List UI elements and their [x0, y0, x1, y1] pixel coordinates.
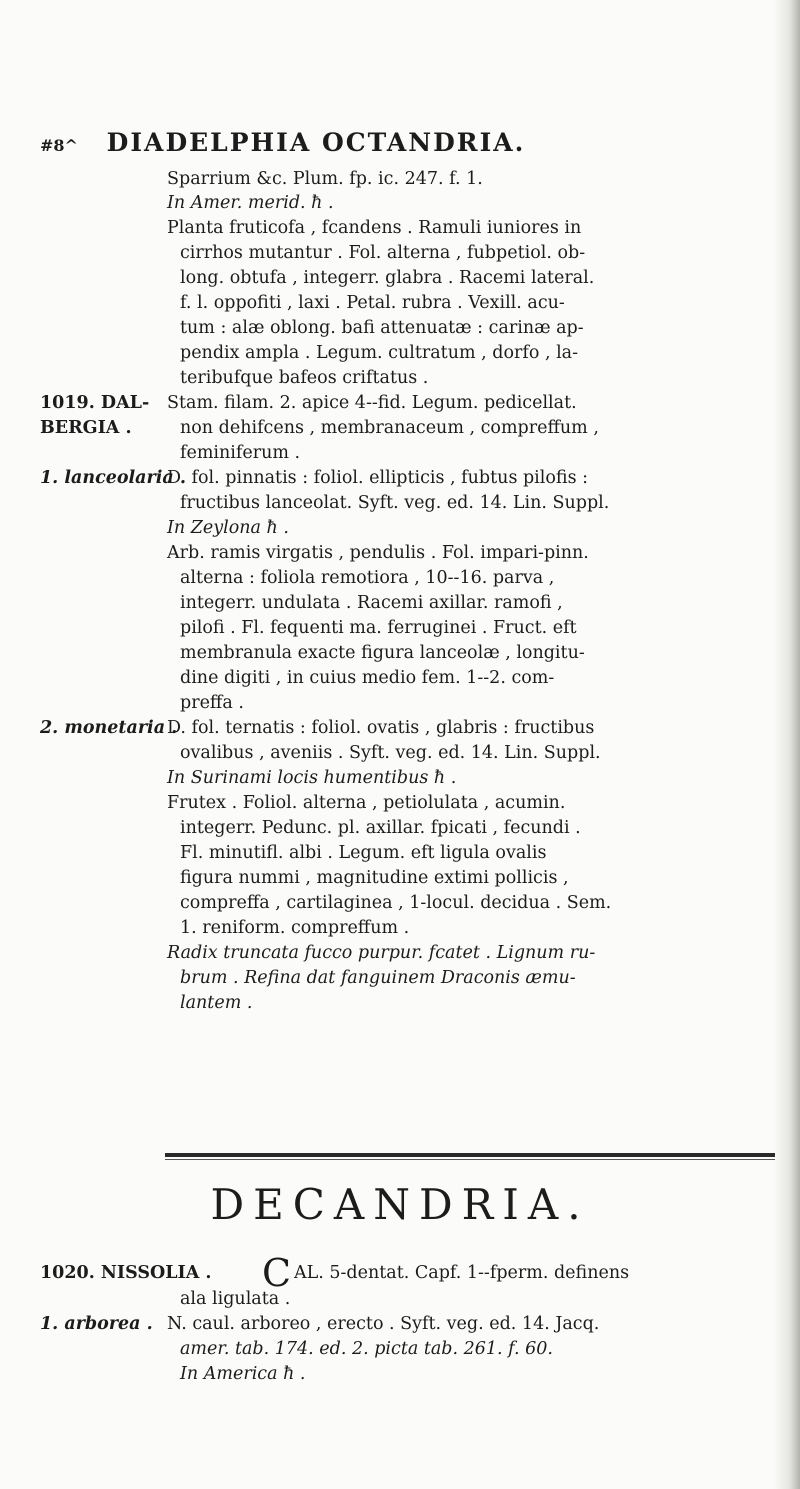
- section-divider-rule: [165, 1153, 775, 1157]
- text-line: ala ligulata .: [180, 1289, 291, 1309]
- text-line: D. fol. ternatis : foliol. ovatis , glabris : fructibus: [167, 718, 595, 738]
- text-line: f. l. oppofiti , laxi . Petal. rubra . Vexill. acu-: [180, 293, 565, 313]
- page-number: #8^: [40, 136, 78, 155]
- text-line: feminiferum .: [180, 443, 301, 463]
- text-line: brum . Refina dat fanguinem Draconis æmu-: [180, 968, 576, 988]
- text-line: In Surinami locis humentibus ħ .: [167, 768, 457, 788]
- text-line: preffa .: [180, 693, 244, 713]
- text-line: lantem .: [180, 993, 253, 1013]
- text-line: teribufque bafeos criftatus .: [180, 368, 429, 388]
- text-line: Planta fruticofa , fcandens . Ramuli iuniores in: [167, 218, 582, 238]
- text-line: Sparrium &c. Plum. fp. ic. 247. f. 1.: [167, 169, 483, 189]
- text-line: membranula exacte figura lanceolæ , longitu-: [180, 643, 585, 663]
- text-line: Fl. minutifl. albi . Legum. eft ligula ovalis: [180, 843, 547, 863]
- section-heading: DECANDRIA.: [210, 1180, 590, 1229]
- genus-number: 1019. DAL-: [40, 393, 150, 413]
- text-line: 1. reniform. compreffum .: [180, 918, 410, 938]
- running-title: DIADELPHIA OCTANDRIA.: [106, 128, 526, 157]
- text-line: long. obtufa , integerr. glabra . Racemi lateral.: [180, 268, 595, 288]
- text-line: In Zeylona ħ .: [167, 518, 289, 538]
- text-line: Frutex . Foliol. alterna , petiolulata , acumin.: [167, 793, 566, 813]
- species-label: 2. monetaria .: [40, 718, 178, 738]
- page-edge-shadow: [774, 0, 800, 1489]
- text-line: pilofi . Fl. fequenti ma. ferruginei . Fruct. eft: [180, 618, 577, 638]
- text-line: amer. tab. 174. ed. 2. picta tab. 261. f. 60.: [180, 1339, 553, 1359]
- text-line: compreffa , cartilaginea , 1-locul. decidua . Sem.: [180, 893, 612, 913]
- text-line: non dehifcens , membranaceum , compreffum ,: [180, 418, 599, 438]
- species-label: 1. lanceolaria .: [40, 468, 186, 488]
- drop-cap: C: [262, 1251, 292, 1295]
- section-divider-thin-rule: [165, 1159, 775, 1160]
- text-line: In Amer. merid. ħ .: [167, 193, 334, 213]
- text-line: ovalibus , aveniis . Syft. veg. ed. 14. Lin. Suppl.: [180, 743, 601, 763]
- text-line: dine digiti , in cuius medio fem. 1--2. com-: [180, 668, 555, 688]
- text-line: Radix truncata fucco purpur. fcatet . Lignum ru-: [167, 943, 596, 963]
- text-line: figura nummi , magnitudine extimi pollicis ,: [180, 868, 569, 888]
- genus-number-name: 1020. NISSOLIA .: [40, 1263, 212, 1283]
- text-line: fructibus lanceolat. Syft. veg. ed. 14. Lin. Suppl.: [180, 493, 610, 513]
- text-line: AL. 5-dentat. Capf. 1--fperm. definens: [294, 1263, 630, 1283]
- text-line: pendix ampla . Legum. cultratum , dorfo , la-: [180, 343, 579, 363]
- text-line: D. fol. pinnatis : foliol. ellipticis , fubtus pilofis :: [167, 468, 589, 488]
- text-line: alterna : foliola remotiora , 10--16. parva ,: [180, 568, 555, 588]
- running-header: [40, 128, 780, 157]
- genus-name: BERGIA .: [40, 418, 132, 438]
- text-line: integerr. Pedunc. pl. axillar. fpicati , fecundi .: [180, 818, 581, 838]
- text-line: Arb. ramis virgatis , pendulis . Fol. impari-pinn.: [167, 543, 589, 563]
- text-line: In America ħ .: [180, 1364, 306, 1384]
- text-line: Stam. filam. 2. apice 4--fid. Legum. pedicellat.: [167, 393, 577, 413]
- text-line: tum : alæ oblong. bafi attenuatæ : carinæ ap-: [180, 318, 584, 338]
- text-line: cirrhos mutantur . Fol. alterna , fubpetiol. ob-: [180, 243, 586, 263]
- species-label: 1. arborea .: [40, 1314, 153, 1334]
- text-line: N. caul. arboreo , erecto . Syft. veg. ed. 14. Jacq.: [167, 1314, 600, 1334]
- text-line: integerr. undulata . Racemi axillar. ramofi ,: [180, 593, 563, 613]
